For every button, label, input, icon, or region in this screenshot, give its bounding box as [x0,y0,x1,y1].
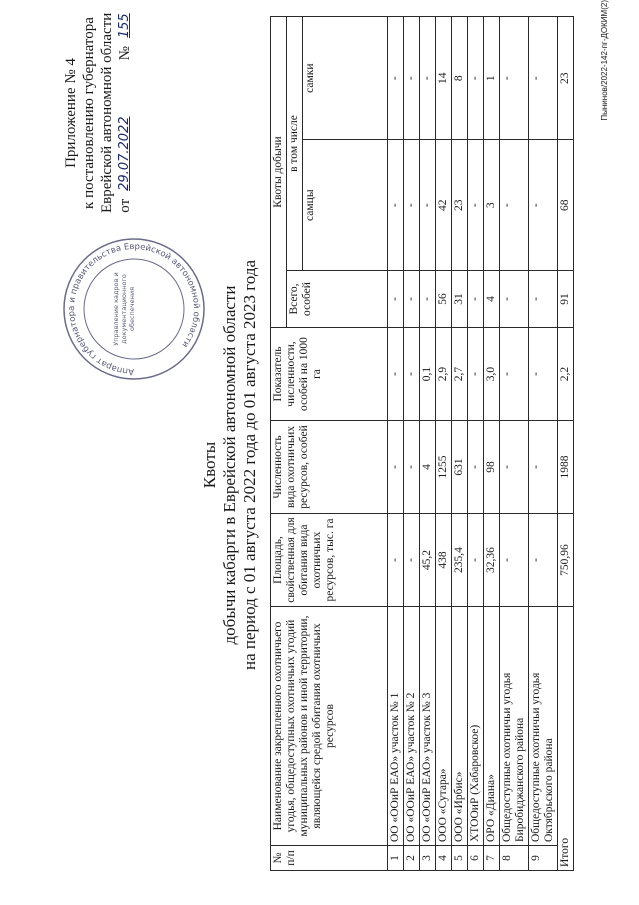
cell-total: 4 [484,271,500,328]
cell-females: - [420,17,436,140]
cell-name: ОО «ООиР ЕАО» участок № 3 [420,607,436,846]
cell-total: - [529,271,558,328]
cell-females: 14 [436,17,452,140]
cell-females: - [500,17,529,140]
total-label: Итого [558,607,574,871]
cell-area: 32,36 [484,514,500,607]
title-line-3: на период с 01 августа 2022 года до 01 августа 2023 года [240,259,259,671]
header-population: Численность вида охотничьих ресурсов, особей [271,421,388,514]
total-row [558,17,574,871]
cell-name: ОО «ООиР ЕАО» участок № 2 [404,607,420,846]
cell-num: 3 [420,846,436,871]
cell-num: 7 [484,846,500,871]
cell-population: - [404,421,420,514]
cell-name: ООО «Сутара» [436,607,452,846]
cell-indicator: 2,9 [436,328,452,421]
quota-table [270,16,574,871]
approval-block [62,13,134,213]
table-row [420,17,436,871]
total-cell-total: 91 [558,271,574,328]
header-quota-group: Квоты добычи [271,17,287,328]
cell-indicator: - [388,328,404,421]
cell-females: - [468,17,484,140]
cell-num: 2 [404,846,420,871]
table-row [404,17,420,871]
cell-indicator: 3,0 [484,328,500,421]
cell-males: - [468,140,484,271]
total-cell-males: 68 [558,140,574,271]
cell-total: 56 [436,271,452,328]
table-row [484,17,500,871]
cell-males: - [500,140,529,271]
header-females: самки [303,17,388,140]
table-row [500,17,529,871]
cell-females: - [388,17,404,140]
cell-population: 1255 [436,421,452,514]
header-num: № п/п [271,846,388,871]
cell-indicator: - [404,328,420,421]
total-cell-population: 1988 [558,421,574,514]
cell-males: - [420,140,436,271]
cell-name: ОРО «Диана» [484,607,500,846]
cell-name: Общедоступные охотничьи угодья Октябрьского района [529,607,558,846]
cell-females: 1 [484,17,500,140]
cell-name: Общедоступные охотничьи угодья Биробиджанского района [500,607,529,846]
cell-name: ХТООиР (Хабаровское) [468,607,484,846]
cell-total: - [420,271,436,328]
cell-area: - [388,514,404,607]
cell-males: 23 [452,140,468,271]
cell-indicator: - [500,328,529,421]
cell-males: - [388,140,404,271]
cell-population: 98 [484,421,500,514]
cell-population: 4 [420,421,436,514]
cell-num: 5 [452,846,468,871]
table-row [529,17,558,871]
cell-total: 31 [452,271,468,328]
cell-population: - [529,421,558,514]
cell-name: ОО «ООиР ЕАО» участок № 1 [388,607,404,846]
cell-name: ООО «Ирбис» [452,607,468,846]
header-row-1 [271,17,287,871]
cell-females: 8 [452,17,468,140]
official-stamp [60,235,208,383]
cell-males: - [404,140,420,271]
total-cell-indicator: 2,2 [558,328,574,421]
cell-population: 631 [452,421,468,514]
table-row [436,17,452,871]
cell-num: 4 [436,846,452,871]
document-title [200,145,260,785]
cell-indicator: - [529,328,558,421]
number-prefix: № [117,46,133,61]
cell-population: - [388,421,404,514]
cell-area: - [404,514,420,607]
appendix-region-line: Еврейской автономной области [99,12,115,213]
cell-num: 8 [500,846,529,871]
date-prefix: от [117,198,133,213]
cell-population: - [468,421,484,514]
cell-area: 438 [436,514,452,607]
total-cell-females: 23 [558,17,574,140]
cell-males: 42 [436,140,452,271]
header-total: Всего, особей [287,271,388,328]
spacer [116,68,134,108]
date-number-row [116,13,134,213]
cell-indicator: 2,7 [452,328,468,421]
table-row [388,17,404,871]
table-row [468,17,484,871]
cell-area: 45,2 [420,514,436,607]
total-cell-area: 750,96 [558,514,574,607]
cell-indicator: 0,1 [420,328,436,421]
handwritten-date: 29.07.2022 [117,116,132,191]
cell-indicator: - [468,328,484,421]
cell-males: - [529,140,558,271]
cell-males: 3 [484,140,500,271]
table-row [452,17,468,871]
header-name: Наименование закрепленного охотничьего угодья, общедоступных охотничьих угодий муниципальных районов и иной территории, являющейся средой обитания охотничьих ресурсов [271,607,388,846]
header-indicator: Показатель численности, особей на 1000 га [271,328,388,421]
cell-total: - [404,271,420,328]
cell-total: - [388,271,404,328]
title-line-2: добычи кабарги в Еврейской автономной области [220,285,239,645]
cell-num: 9 [529,846,558,871]
cell-females: - [404,17,420,140]
cell-area: - [468,514,484,607]
cell-total: - [500,271,529,328]
stamp-inner-text: Управление кадров и документационного обеспечения [112,272,136,346]
cell-total: - [468,271,484,328]
document-code: Пынинов/2022-142-пг-ДОКИМ(2) [600,0,609,121]
cell-area: 235,4 [452,514,468,607]
appendix-resolution-line: к постановлению губернатора [81,17,97,209]
header-area: Площадь, свойственная для обитания вида охотничьих ресурсов, тыс. га [271,514,388,607]
cell-num: 6 [468,846,484,871]
header-in-that-number: в том числе [287,17,303,271]
cell-population: - [500,421,529,514]
cell-area: - [529,514,558,607]
cell-area: - [500,514,529,607]
header-males: самцы [303,140,388,271]
cell-num: 1 [388,846,404,871]
title-line-1: Квоты [200,441,219,489]
handwritten-number: 155 [117,13,132,39]
stamp-outer-text: Аппарат губернатора и правительства Еврейской автономной области [66,241,202,377]
cell-females: - [529,17,558,140]
table-body [388,17,574,871]
appendix-number: Приложение № 4 [63,58,79,168]
